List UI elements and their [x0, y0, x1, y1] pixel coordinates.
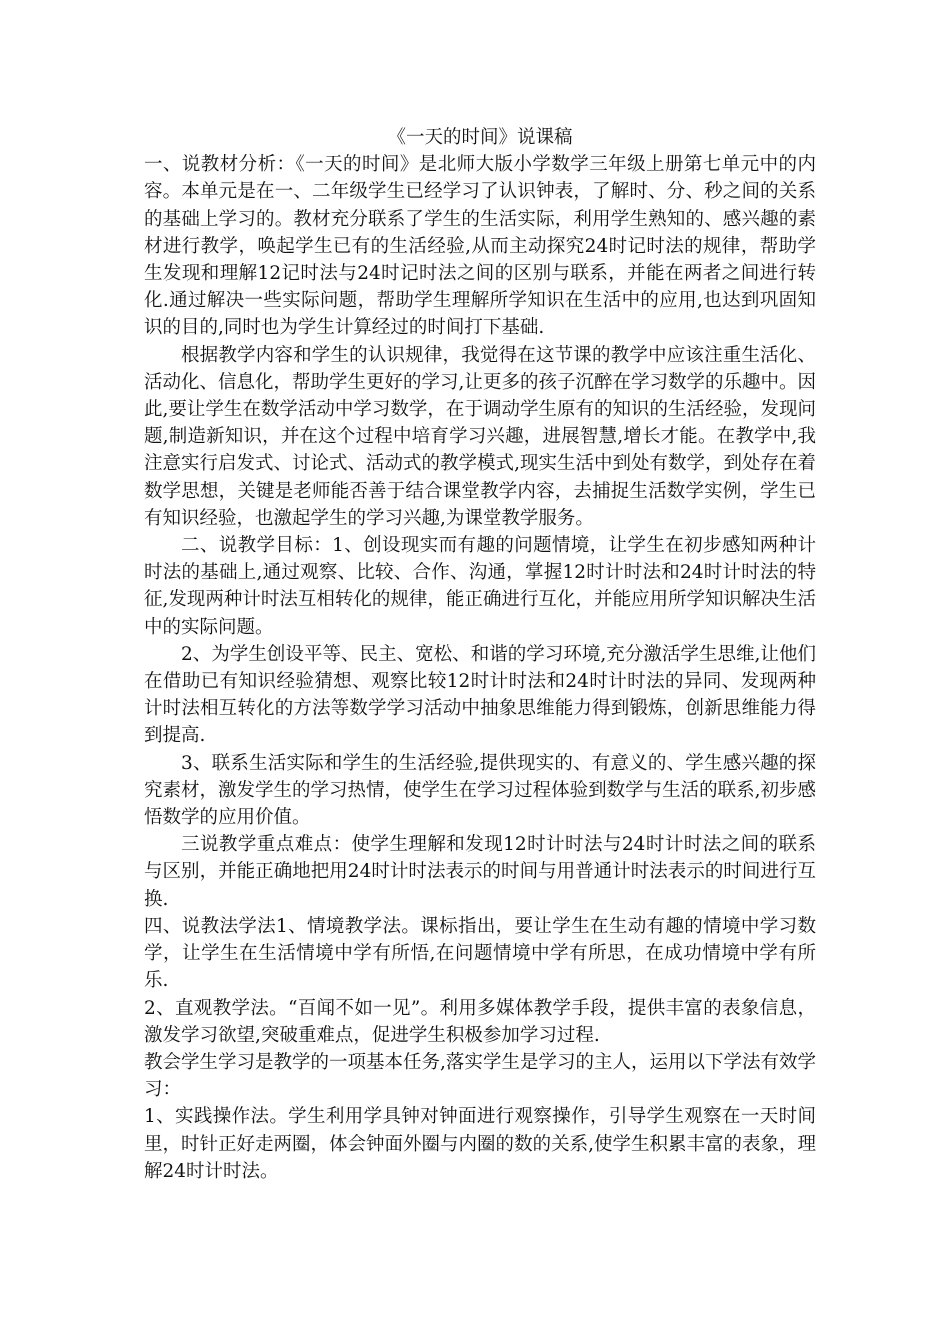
paragraph-textbook-analysis: 一、说教材分析：《一天的时间》是北师大版小学数学三年级上册第七单元中的内容。本单元是在一、二年级学生已经学习了认识钟表，了解时、分、秒之间的关系的基础上学习的。教材充分联系了学生的生活实际，利用学生熟知的、感兴趣的素材进行教学，唤起学生已有的生活经验,从而主动探究24时记时法的规律，帮助学生发现和理解12记时法与24时记时法之间的区别与联系，并能在两者之间进行转化.通过解决一些实际问题，帮助学生理解所学知识在生活中的应用,也达到巩固知识的目的,同时也为学生计算经过的时间打下基础.: [144, 154, 816, 339]
paragraph-teaching-approach: 根据教学内容和学生的认识规律，我觉得在这节课的教学中应该注重生活化、活动化、信息化，帮助学生更好的学习,让更多的孩子沉醉在学习数学的乐趣中。因此,要让学生在数学活动中学习数学，在于调动学生原有的知识的生活经验，发现问题,制造新知识，并在这个过程中培育学习兴趣，进展智慧,增长才能。在教学中,我注意实行启发式、讨论式、活动式的教学模式,现实生活中到处有数学，到处存在着数学思想，关键是老师能否善于结合课堂教学内容，去捕捉生活数学实例，学生已有知识经验，也激起学生的学习兴趣,为课堂教学服务。: [144, 344, 816, 529]
document-body: [144, 124, 816, 1185]
paragraph-goal-1: 二、说教学目标：1、创设现实而有趣的问题情境，让学生在初步感知两种计时法的基础上,通过观察、比较、合作、沟通，掌握12时计时法和24时计时法的特征,发现两种计时法互相转化的规律，能正确进行互化，并能应用所学知识解决生活中的实际问题。: [144, 535, 816, 638]
paragraph-goal-2: 2、为学生创设平等、民主、宽松、和谐的学习环境,充分激活学生思维,让他们在借助已有知识经验猜想、观察比较12时计时法和24时计时法的异同、发现两种计时法相互转化的方法等数学学习活动中抽象思维能力得到锻炼，创新思维能力得到提高.: [144, 643, 816, 747]
paragraph-method-1: 四、说教法学法1、情境教学法。课标指出，要让学生在生动有趣的情境中学习数学，让学生在生活情境中学有所悟,在问题情境中学有所思，在成功情境中学有所乐.: [144, 915, 816, 992]
paragraph-method-2: 2、直观教学法。“百闻不如一见”。利用多媒体教学手段，提供丰富的表象信息，激发学习欲望,突破重难点，促进学生积极参加学习过程.: [144, 997, 816, 1046]
paragraph-goal-3: 3、联系生活实际和学生的生活经验,提供现实的、有意义的、学生感兴趣的探究素材，激发学生的学习热情，使学生在学习过程体验到数学与生活的联系,初步感悟数学的应用价值。: [144, 752, 816, 829]
paragraph-key-points: 三说教学重点难点：使学生理解和发现12时计时法与24时计时法之间的联系与区别，并能正确地把用24时计时法表示的时间与用普通计时法表示的时间进行互换.: [144, 834, 816, 910]
document-title: 《一天的时间》说课稿: [387, 127, 573, 148]
paragraph-learning-method-1: 1、实践操作法。学生利用学具钟对钟面进行观察操作，引导学生观察在一天时间里，时针正好走两圈，体会钟面外圈与内圈的数的关系,使学生积累丰富的表象，理解24时计时法。: [144, 1106, 816, 1182]
paragraph-learning-intro: 教会学生学习是教学的一项基本任务,落实学生是学习的主人，运用以下学法有效学习：: [144, 1051, 816, 1101]
